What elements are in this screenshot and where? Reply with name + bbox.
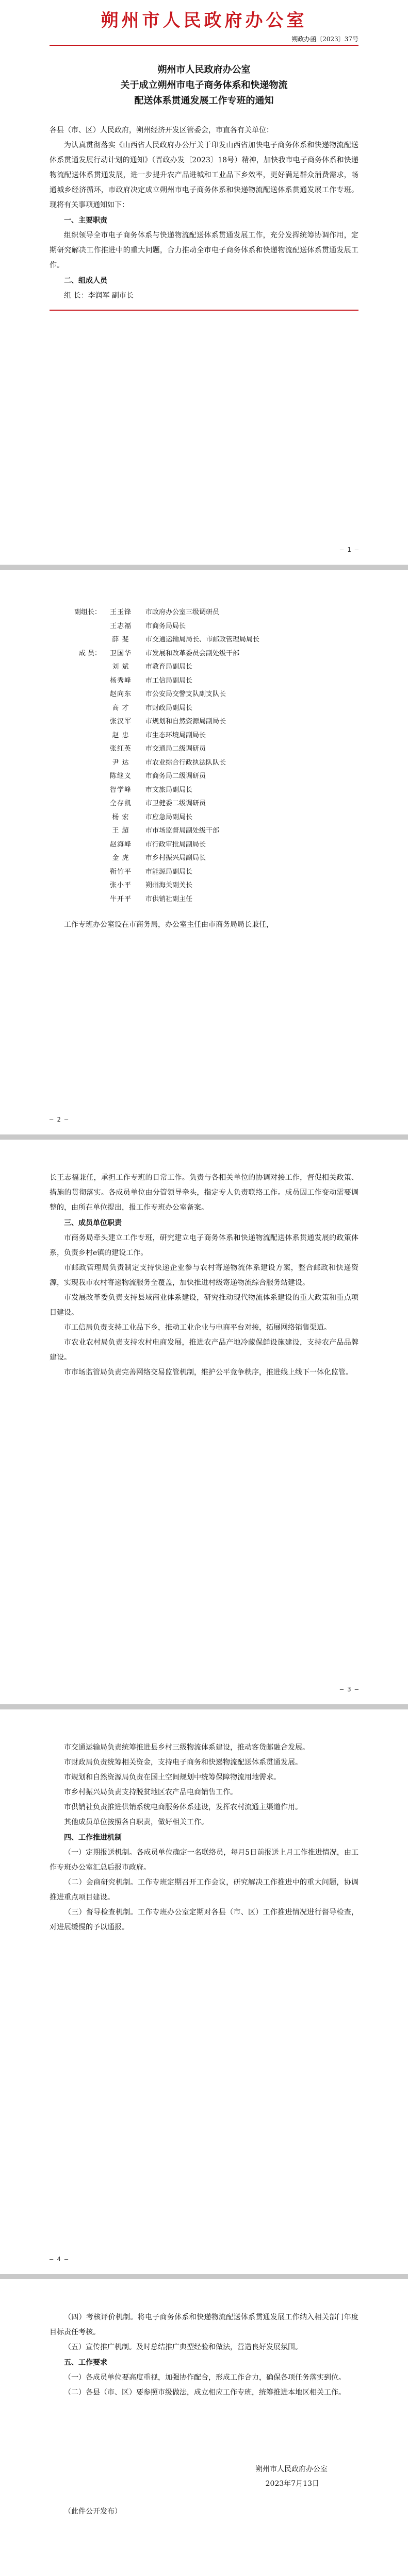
page-5-content: [50, 2310, 358, 2519]
mechanism-paragraph: （一）定期报送机制。各成员单位确定一名联络员，每月5日前报送上月工作推进情况，由工作专班办公室汇总后报市政府。: [50, 1849, 358, 1872]
member-row: 王 超 市市场监督局副处级干部: [112, 827, 220, 835]
member-row: 杨秀峰 市工信局副局长: [109, 676, 193, 685]
leader-line: 组 长：李润军 副市长: [64, 292, 134, 300]
doc-title-line-3: 配送体系贯通发展工作专班的通知: [134, 95, 274, 106]
member-row: 赵海峰 市行政审批局副局长: [109, 840, 206, 849]
page-1: [0, 0, 408, 565]
page-number-3: — 3 —: [339, 1686, 358, 1693]
member-row: 张汉军 市规划和自然资源局副局长: [109, 718, 226, 725]
mechanism-paragraph: （五）宣传推广机制。及时总结推广典型经验和做法，营造良好发展氛围。: [64, 2343, 302, 2351]
doc-title-line-1: 朔州市人民政府办公室: [157, 64, 251, 75]
member-row: 张红英 市交通局二级调研员: [109, 745, 206, 753]
mechanism-paragraph: （三）督导检查机制。工作专班办公室定期对各县（市、区）工作推进情况进行督导检查，对进展缓慢的予以通报。: [50, 1908, 358, 1931]
section-5-title: 五、工作要求: [64, 2359, 107, 2367]
page-5: [0, 2279, 408, 2576]
duty-paragraph: 市发展改革委负责支持县域商业体系建设，研究推动现代物流体系建设的重大政策和重点项目建设。: [50, 1294, 358, 1317]
members-list: [50, 606, 358, 933]
page-1-content: [50, 6, 358, 311]
member-row: 金 虎 市乡村振兴局副局长: [112, 854, 206, 862]
member-row: 智学峰 市文旅局副局长: [109, 786, 193, 794]
doc-title-line-2: 关于成立朔州市电子商务体系和快递物流: [120, 80, 288, 91]
issuing-org-header: 朔州市人民政府办公室: [101, 10, 307, 31]
member-row: 尹 达 市农业综合行政执法队队长: [112, 758, 226, 767]
section-1-title: 一、主要职责: [64, 216, 107, 225]
member-row: 刘 斌 市教育局副局长: [112, 663, 193, 671]
page-3-content: [50, 1171, 358, 1380]
member-row: 杨 宏 市应急局副局长: [112, 813, 193, 821]
mechanism-paragraph: （二）会商研究机制。工作专班定期召开工作会议，研究解决工作推进中的重大问题，协调推进重点项目建设。: [50, 1878, 358, 1902]
member-row: 王志福 市商务局局长: [109, 622, 186, 630]
member-row: 薛 斐 市交通运输局局长、市邮政管理局局长: [112, 636, 260, 643]
requirement-paragraph: （一）各成员单位要高度重视，加强协作配合，形成工作合力，确保各项任务落实到位。: [64, 2374, 346, 2382]
member-row: 高 才 市财政局副局长: [112, 704, 193, 712]
section-1-body: 组织领导全市电子商务体系与快递物流配送体系贯通发展工作，充分发挥统筹协调作用，定期研究解决工作推进中的重大问题，合力推动全市电子商务体系和快递物流配送体系贯通发展工作。: [50, 231, 358, 269]
page-3: [0, 1140, 408, 1704]
section-3-title: 三、成员单位职责: [64, 1219, 122, 1227]
section-4-title: 四、工作推进机制: [64, 1834, 122, 1842]
duty-paragraph: 市乡村振兴局负责支持脱贫地区农产品电商销售工作。: [64, 1788, 237, 1797]
doc-number: 朔政办函〔2023〕37号: [291, 36, 358, 43]
page-4: [0, 1709, 408, 2274]
office-note: 工作专班办公室设在市商务局，办公室主任由市商务局局长兼任，: [64, 921, 273, 929]
signature-date: 2023年7月13日: [265, 2480, 319, 2488]
duty-paragraph: 市农业农村局负责支持农村电商发展，推进农产品产地冷藏保鲜设施建设，支持农产品品牌建设。: [50, 1338, 358, 1362]
duty-paragraph: 市交通运输局负责统筹推进县乡村三级物流体系建设，推动客货邮融合发展。: [64, 1743, 309, 1752]
member-row: 赵 忠 市生态环境局副局长: [112, 731, 206, 739]
page-number-2: — 2 —: [50, 1116, 69, 1123]
duty-paragraph: 市规划和自然资源局负责在国土空间规划中统筹保障物流用地需求。: [64, 1773, 281, 1782]
duty-paragraph: 市工信局负责支持工业品下乡，推动工业企业与电商平台对接，拓展网络销售渠道。: [64, 1324, 331, 1332]
red-rule-bottom: [50, 310, 358, 311]
signature-org: 朔州市人民政府办公室: [255, 2465, 328, 2473]
page-number-4: — 4 —: [50, 2256, 69, 2263]
public-note: （此件公开发布）: [64, 2507, 122, 2516]
member-row: 赵向东 市公安局交警支队副支队长: [109, 690, 226, 698]
intro-paragraph: 为认真贯彻落实《山西省人民政府办公厅关于印发山西省加快电子商务体系和快递物流配送体系贯通发展行动计划的通知》（晋政办发〔2023〕18号）精神，加快我市电子商务体系和快递物流配送体系贯通发展，进一步提升农产品进城和工业品下乡效率，更好满足群众消费需求，畅通城乡经济循环，市政府决定成立朔州市电子商务体系和快递物流配送体系贯通发展工作专班。现将有关事项通知如下：: [50, 141, 358, 209]
page-4-content: [50, 1740, 358, 1935]
duty-paragraph: 其他成员单位按照各自职责，做好相关工作。: [64, 1818, 208, 1826]
member-row: 靳竹平 市能源局副局长: [109, 868, 193, 876]
office-note-cont: 长王志福兼任，承担工作专班的日常工作。负责与各相关单位的协调对接工作，督促相关政策、措施的贯彻落实。各成员单位由分管领导牵头，指定专人负责联络工作。成员因工作变动需要调整的，由所在单位提出，报工作专班办公室备案。: [50, 1174, 358, 1212]
mechanism-paragraph: （四）考核评价机制。将电子商务体系和快递物流配送体系贯通发展工作纳入相关部门年度目标责任考核。: [50, 2313, 358, 2336]
duty-paragraph: 市商务局牵头建立工作专班，研究建立电子商务体系和快递物流配送体系贯通发展的政策体系，负责乡村e镇的建设工作。: [50, 1234, 358, 1257]
addressee: 各县（市、区）人民政府，朔州经济开发区管委会，市直各有关单位：: [50, 126, 273, 134]
member-row: 陈继义 市商务局二级调研员: [109, 772, 206, 780]
page-number-1: — 1 —: [339, 546, 358, 553]
requirement-paragraph: （二）各县（市、区）要参照市级做法，成立相应工作专班，统筹推进本地区相关工作。: [64, 2388, 346, 2397]
duty-paragraph: 市市场监管局负责完善网络交易监管机制，维护公平竞争秩序，推进线上线下一体化监管。: [64, 1368, 353, 1377]
member-row: 张小平 朔州海关副关长: [109, 882, 193, 889]
duty-paragraph: 市供销社负责推进供销系统电商服务体系建设，发挥农村流通主渠道作用。: [64, 1803, 302, 1811]
member-row: 牛开平 市供销社副主任: [109, 895, 193, 903]
member-row: 成 员： 卫国华 市发展和改革委员会副处级干部: [78, 649, 240, 657]
member-row: 仝存凯 市卫健委二级调研员: [109, 800, 206, 807]
member-row: 副组长： 王玉锋 市政府办公室三级调研员: [74, 608, 220, 616]
duty-paragraph: 市邮政管理局负责制定支持快递企业参与农村寄递物流体系建设方案，整合邮政和快递资源，实现我市农村寄递物流服务全覆盖，加快推进村级寄递物流综合服务站建设。: [50, 1264, 358, 1287]
page-2: [0, 570, 408, 1134]
duty-paragraph: 市财政局负责统筹相关资金，支持电子商务和快递物流配送体系贯通发展。: [64, 1758, 302, 1767]
section-2-title: 二、组成人员: [64, 277, 107, 285]
